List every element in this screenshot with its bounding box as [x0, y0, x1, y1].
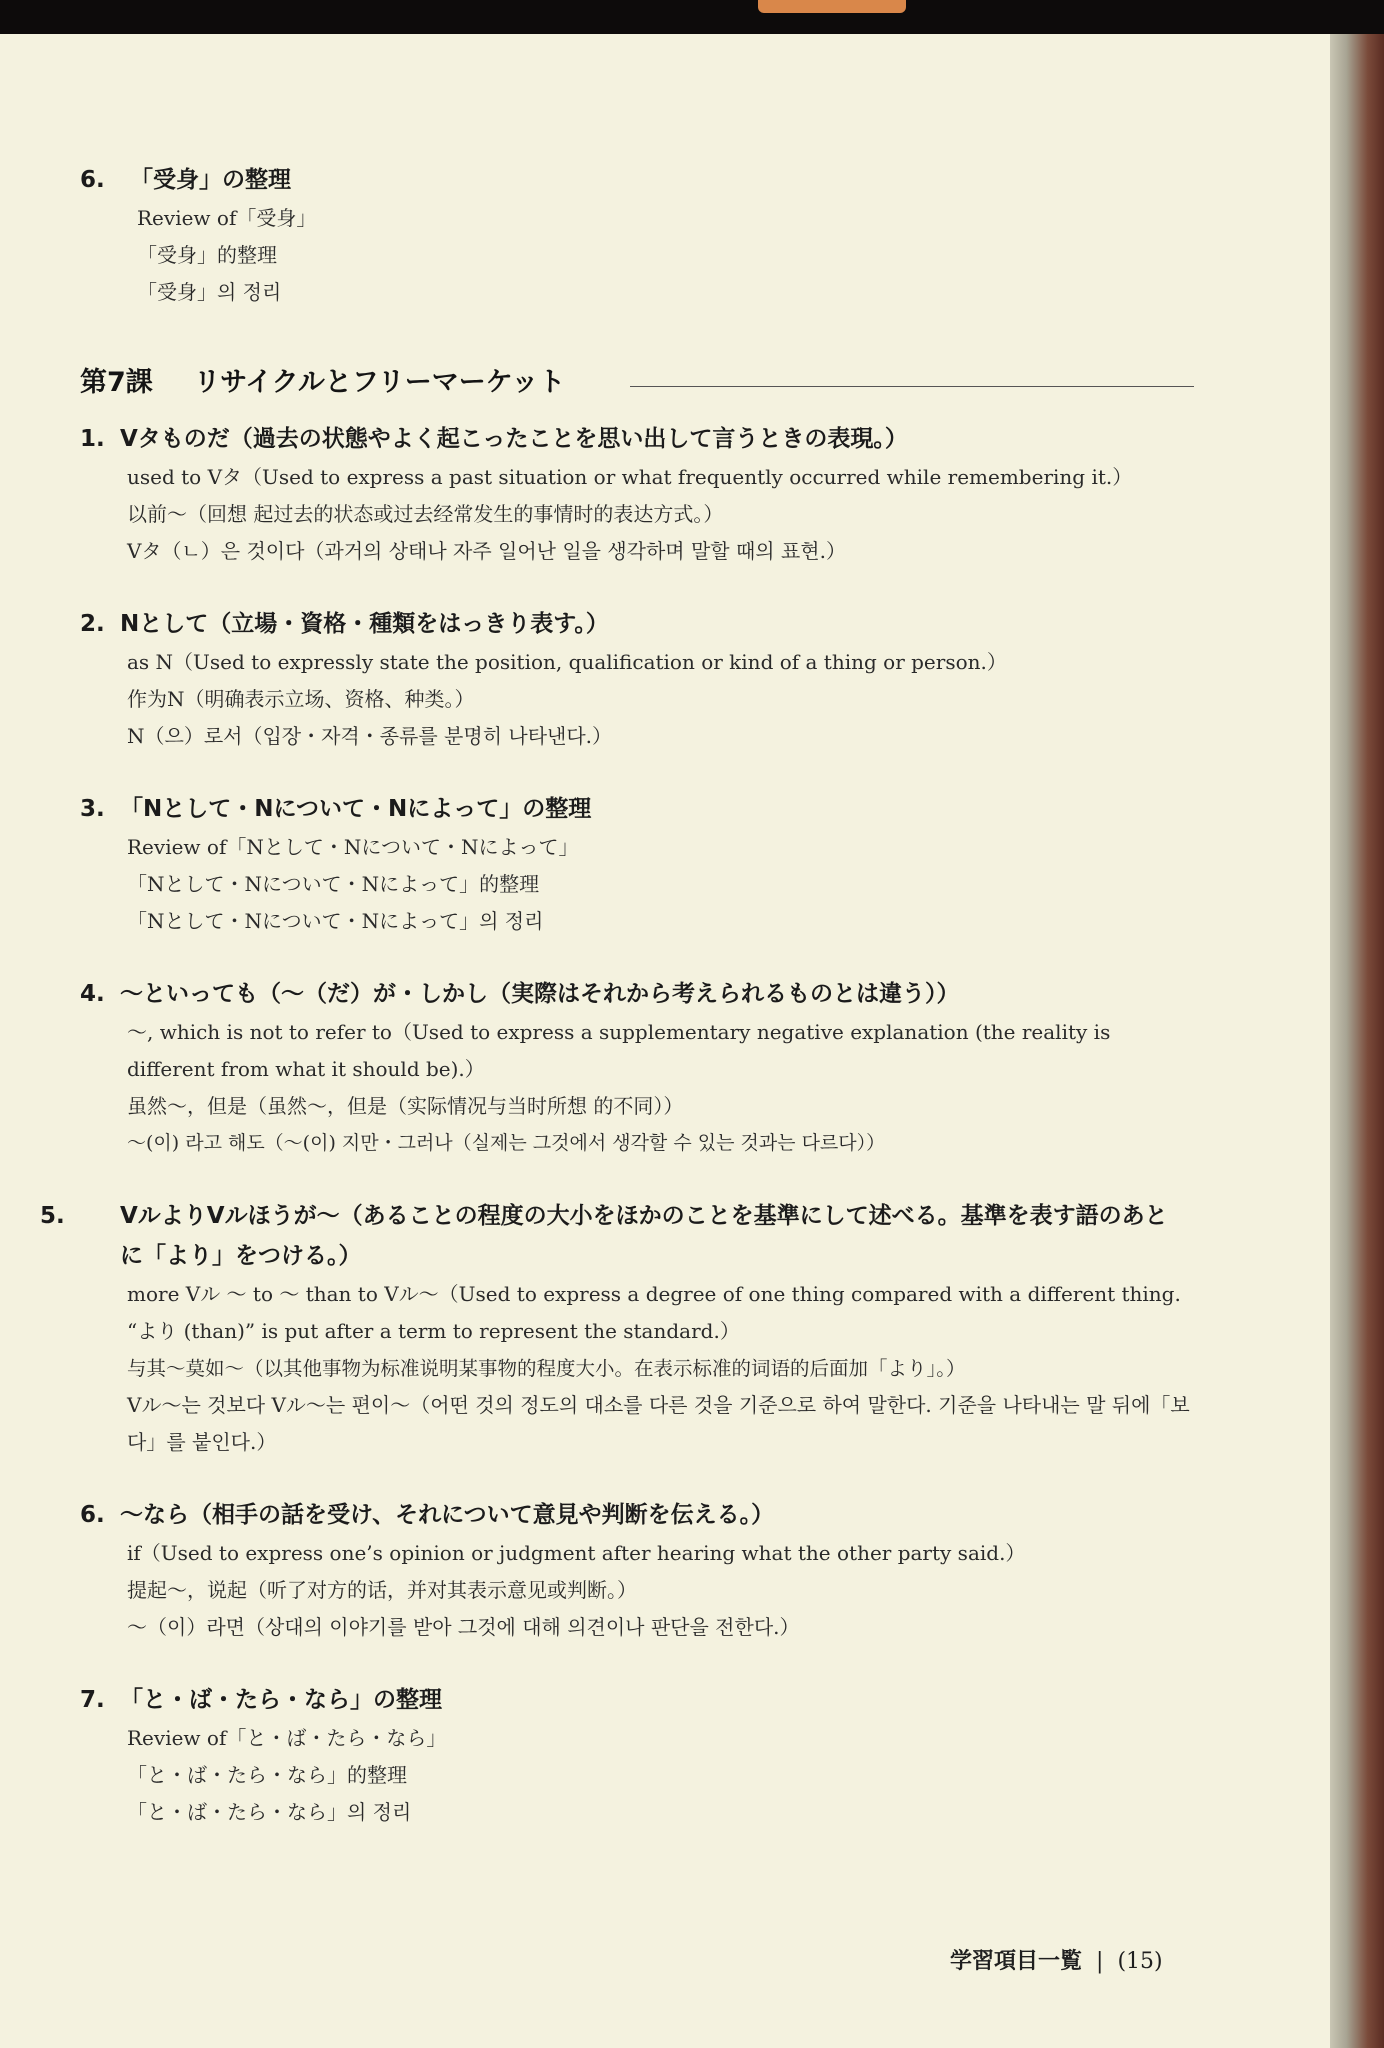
section-title: 「受身」の整理 — [130, 167, 291, 193]
chinese-line: 「と・ば・たら・なら」的整理 — [127, 1763, 407, 1787]
english-line: Review of「受身」 — [137, 206, 317, 230]
item-7 — [80, 1680, 1190, 1831]
chinese-line: 与其～莫如～（以其他事物为标准说明某事物的程度大小。在表示标准的词语的后面加「より」。） — [127, 1357, 966, 1380]
item-heading — [80, 1680, 1190, 1720]
section-6-prev-lesson — [80, 160, 1190, 311]
item-number: 6. — [80, 1502, 105, 1528]
item-heading — [80, 604, 1190, 644]
korean-line: Vタ（ㄴ）은 것이다（과거의 상태나 자주 일어난 일을 생각하며 말할 때의 표현.） — [127, 539, 846, 563]
english-line: Review of「Nとして・Nについて・Nによって」 — [127, 835, 579, 859]
footer-title: 学習項目一覧 — [950, 1948, 1083, 1974]
korean-line: 「受身」의 정리 — [137, 280, 282, 304]
chinese-line: 「Nとして・Nについて・Nによって」的整理 — [127, 872, 540, 896]
korean-line: N（으）로서（입장・자격・종류를 분명히 나타낸다.） — [127, 724, 613, 748]
item-title: Vタものだ（過去の状態やよく起こったことを思い出して言うときの表現。） — [120, 426, 908, 452]
item-number: 1. — [80, 426, 105, 452]
item-number: 2. — [80, 611, 105, 637]
item-title: VルよりVルほうが～（あることの程度の大小をほかのことを基準にして述べる。基準を表す語のあとに「より」をつける。） — [120, 1203, 1168, 1269]
korean-line: ～（이）라면（상대의 이야기를 받아 그것에 대해 의견이나 판단을 전한다.） — [127, 1615, 800, 1639]
chinese-line: 以前～（回想 起过去的状态或过去经常发生的事情时的表达方式。） — [127, 502, 724, 526]
page-content — [40, 160, 1190, 1865]
item-6 — [80, 1495, 1190, 1646]
item-number: 3. — [80, 796, 105, 822]
item-title: ～といっても（～（だ）が・しかし（実際はそれから考えられるものとは違う）） — [120, 981, 960, 1007]
book-spine — [1330, 34, 1384, 2048]
item-number: 4. — [80, 981, 105, 1007]
item-heading — [80, 1495, 1190, 1535]
english-line: used to Vタ（Used to express a past situation or what frequently occurred while remembering it.） — [127, 465, 1133, 489]
top-tab — [758, 0, 906, 13]
item-title: ～なら（相手の話を受け、それについて意見や判断を伝える。） — [120, 1502, 775, 1528]
korean-line: ～(이) 라고 해도（～(이) 지만・그러나（실제는 그것에서 생각할 수 있는 것과는 다르다）） — [127, 1132, 886, 1154]
english-line: as N（Used to expressly state the position, qualification or kind of a thing or person.） — [127, 650, 1007, 674]
english-line: Review of「と・ば・たら・なら」 — [127, 1726, 447, 1750]
item-heading — [80, 974, 1190, 1014]
item-1 — [80, 419, 1190, 570]
chinese-line: 虽然～，但是（虽然～，但是（实际情况与当时所想 的不同）） — [127, 1094, 684, 1118]
korean-line: 「Nとして・Nについて・Nによって」의 정리 — [127, 909, 544, 933]
item-title: 「Nとして・Nについて・Nによって」の整理 — [120, 796, 592, 822]
english-line: ～, which is not to refer to（Used to express a supplementary negative explanation (the reality is different from what it should be).） — [127, 1020, 1111, 1081]
heading-rule — [630, 386, 1194, 387]
page-number: (15) — [1117, 1949, 1163, 1974]
chinese-line: 「受身」的整理 — [137, 243, 277, 267]
item-heading — [40, 1196, 1190, 1276]
section-number: 6. — [80, 167, 105, 193]
section-heading — [80, 160, 1190, 200]
lesson-title: リサイクルとフリーマーケット — [193, 367, 566, 398]
lesson-heading — [80, 361, 1190, 405]
item-4 — [80, 974, 1190, 1162]
lesson-label: 第7課 — [80, 367, 153, 398]
item-number: 7. — [80, 1687, 105, 1713]
footer-separator: | — [1096, 1949, 1104, 1974]
item-5 — [40, 1196, 1190, 1461]
english-line: more Vル ～ to ～ than to Vル～（Used to express a degree of one thing compared with a different thing. “より (than)” is put after a term to represent the standard.） — [127, 1282, 1181, 1343]
item-3 — [80, 789, 1190, 940]
page-footer — [950, 1944, 1163, 1979]
chinese-line: 提起～，说起（听了对方的话，并对其表示意见或判断。） — [127, 1578, 637, 1602]
item-2 — [80, 604, 1190, 755]
item-title: Nとして（立場・資格・種類をはっきり表す。） — [120, 611, 609, 637]
item-heading — [80, 419, 1190, 459]
item-heading — [80, 789, 1190, 829]
english-line: if（Used to express one’s opinion or judgment after hearing what the other party said.） — [127, 1541, 1026, 1565]
korean-line: Vル～는 것보다 Vル～는 편이～（어떤 것의 정도의 대소를 다른 것을 기준으로 하여 말한다. 기준을 나타내는 말 뒤에「보다」를 붙인다.） — [127, 1393, 1190, 1454]
korean-line: 「と・ば・たら・なら」의 정리 — [127, 1800, 412, 1824]
item-title: 「と・ば・たら・なら」の整理 — [120, 1687, 442, 1713]
item-number: 5. — [40, 1203, 65, 1229]
chinese-line: 作为N（明确表示立场、资格、种类。） — [127, 687, 475, 711]
